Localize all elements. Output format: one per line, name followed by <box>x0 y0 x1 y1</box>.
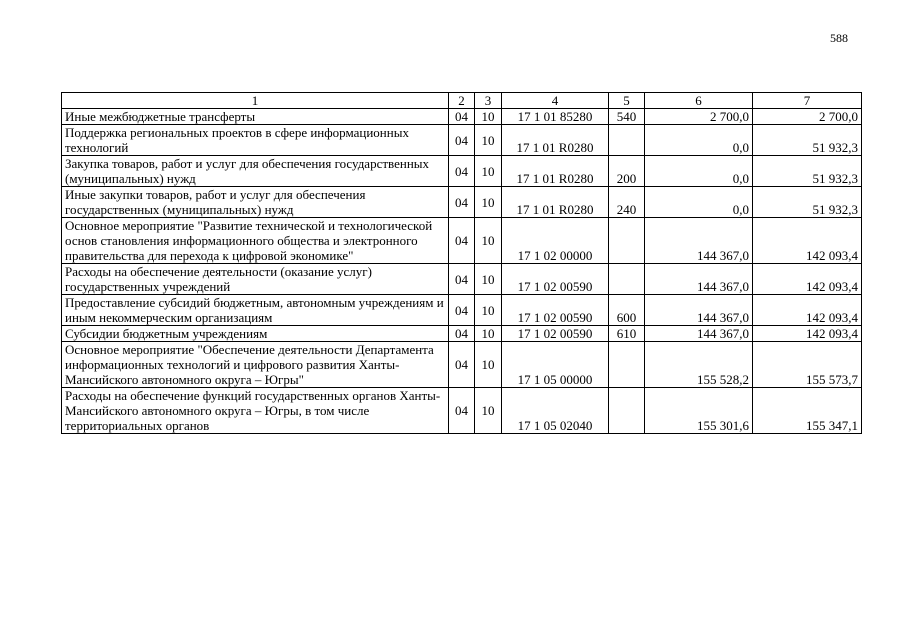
row-amount-col6: 2 700,0 <box>645 109 753 125</box>
row-amount-col7: 142 093,4 <box>753 326 862 342</box>
row-name: Поддержка региональных проектов в сфере информационных технологий <box>62 125 449 156</box>
row-amount-col7: 2 700,0 <box>753 109 862 125</box>
row-name: Основное мероприятие "Обеспечение деятельности Департамента информационных технологий и цифрового развития Ханты-Мансийского автономного округа – Югры" <box>62 342 449 388</box>
row-section: 04 <box>449 388 475 434</box>
row-subsection: 10 <box>475 218 502 264</box>
row-name: Расходы на обеспечение деятельности (оказание услуг) государственных учреждений <box>62 264 449 295</box>
header-col-2: 2 <box>449 93 475 109</box>
row-target-code: 17 1 02 00590 <box>502 295 609 326</box>
table-row <box>62 388 862 434</box>
row-expense-type: 610 <box>609 326 645 342</box>
table-header-row <box>62 93 862 109</box>
row-expense-type <box>609 388 645 434</box>
row-amount-col6: 144 367,0 <box>645 264 753 295</box>
row-target-code: 17 1 01 R0280 <box>502 125 609 156</box>
row-name: Иные межбюджетные трансферты <box>62 109 449 125</box>
row-section: 04 <box>449 295 475 326</box>
row-expense-type: 240 <box>609 187 645 218</box>
table-row <box>62 156 862 187</box>
row-target-code: 17 1 05 00000 <box>502 342 609 388</box>
table-row <box>62 187 862 218</box>
row-expense-type <box>609 125 645 156</box>
row-amount-col7: 142 093,4 <box>753 295 862 326</box>
row-amount-col7: 142 093,4 <box>753 264 862 295</box>
row-subsection: 10 <box>475 388 502 434</box>
row-amount-col7: 51 932,3 <box>753 156 862 187</box>
table-row <box>62 109 862 125</box>
row-subsection: 10 <box>475 125 502 156</box>
row-expense-type: 600 <box>609 295 645 326</box>
row-subsection: 10 <box>475 187 502 218</box>
header-col-6: 6 <box>645 93 753 109</box>
row-name: Расходы на обеспечение функций государственных органов Ханты-Мансийского автономного округа – Югры, в том числе территориальных органов <box>62 388 449 434</box>
row-target-code: 17 1 02 00590 <box>502 264 609 295</box>
row-amount-col6: 144 367,0 <box>645 326 753 342</box>
row-amount-col6: 0,0 <box>645 125 753 156</box>
row-target-code: 17 1 05 02040 <box>502 388 609 434</box>
header-col-5: 5 <box>609 93 645 109</box>
row-expense-type <box>609 264 645 295</box>
table-row <box>62 264 862 295</box>
table-row <box>62 125 862 156</box>
row-section: 04 <box>449 264 475 295</box>
row-name: Предоставление субсидий бюджетным, автономным учреждениям и иным некоммерческим организациям <box>62 295 449 326</box>
row-section: 04 <box>449 125 475 156</box>
row-section: 04 <box>449 109 475 125</box>
row-amount-col6: 0,0 <box>645 187 753 218</box>
row-target-code: 17 1 01 R0280 <box>502 187 609 218</box>
row-section: 04 <box>449 326 475 342</box>
header-col-1: 1 <box>62 93 449 109</box>
row-subsection: 10 <box>475 156 502 187</box>
page-number: 588 <box>830 31 848 45</box>
table-row <box>62 295 862 326</box>
header-col-4: 4 <box>502 93 609 109</box>
row-amount-col6: 155 301,6 <box>645 388 753 434</box>
row-amount-col6: 0,0 <box>645 156 753 187</box>
row-expense-type: 540 <box>609 109 645 125</box>
row-expense-type <box>609 218 645 264</box>
row-amount-col7: 155 573,7 <box>753 342 862 388</box>
row-target-code: 17 1 01 R0280 <box>502 156 609 187</box>
table-row <box>62 342 862 388</box>
budget-table <box>61 92 862 434</box>
row-subsection: 10 <box>475 326 502 342</box>
row-name: Закупка товаров, работ и услуг для обеспечения государственных (муниципальных) нужд <box>62 156 449 187</box>
row-subsection: 10 <box>475 295 502 326</box>
row-name: Основное мероприятие "Развитие технической и технологической основ становления информационного общества и электронного правительства для перехода к цифровой экономике" <box>62 218 449 264</box>
row-expense-type <box>609 342 645 388</box>
header-col-7: 7 <box>753 93 862 109</box>
row-section: 04 <box>449 218 475 264</box>
row-amount-col7: 155 347,1 <box>753 388 862 434</box>
header-col-3: 3 <box>475 93 502 109</box>
row-subsection: 10 <box>475 342 502 388</box>
row-expense-type: 200 <box>609 156 645 187</box>
row-section: 04 <box>449 187 475 218</box>
row-amount-col7: 51 932,3 <box>753 125 862 156</box>
row-subsection: 10 <box>475 109 502 125</box>
row-amount-col7: 51 932,3 <box>753 187 862 218</box>
row-target-code: 17 1 01 85280 <box>502 109 609 125</box>
row-target-code: 17 1 02 00590 <box>502 326 609 342</box>
row-amount-col6: 144 367,0 <box>645 295 753 326</box>
row-section: 04 <box>449 342 475 388</box>
row-amount-col6: 155 528,2 <box>645 342 753 388</box>
row-amount-col7: 142 093,4 <box>753 218 862 264</box>
row-target-code: 17 1 02 00000 <box>502 218 609 264</box>
row-name: Иные закупки товаров, работ и услуг для обеспечения государственных (муниципальных) нужд <box>62 187 449 218</box>
row-subsection: 10 <box>475 264 502 295</box>
row-amount-col6: 144 367,0 <box>645 218 753 264</box>
table-row <box>62 326 862 342</box>
table-row <box>62 218 862 264</box>
row-name: Субсидии бюджетным учреждениям <box>62 326 449 342</box>
row-section: 04 <box>449 156 475 187</box>
